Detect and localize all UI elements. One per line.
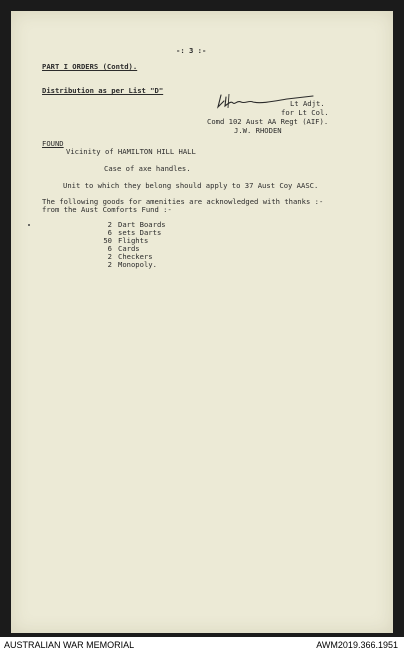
- amenities-intro-line2: from the Aust Comforts Fund :-: [42, 205, 172, 214]
- list-item-qty: 2: [107, 252, 112, 261]
- list-item-name: sets Darts: [118, 228, 162, 237]
- list-item-qty: 50: [103, 236, 112, 245]
- archive-footer: [0, 637, 404, 653]
- section-heading: PART I ORDERS (Contd).: [42, 62, 138, 71]
- list-item-name: Cards: [118, 244, 140, 253]
- list-item-qty: 6: [107, 244, 112, 253]
- list-item-qty: 2: [107, 260, 112, 269]
- found-location: Vicinity of HAMILTON HILL HALL: [66, 147, 196, 156]
- paper-speck: [28, 224, 30, 226]
- found-instruction: Unit to which they belong should apply to 37 Aust Coy AASC.: [63, 181, 319, 190]
- list-item-name: Flights: [118, 236, 149, 245]
- amenities-intro-line1: The following goods for amenities are acknowledged with thanks :-: [42, 197, 324, 206]
- page-number: -: 3 :-: [176, 46, 207, 55]
- footer-institution: AUSTRALIAN WAR MEMORIAL: [4, 640, 135, 650]
- list-item-qty: 6: [107, 228, 112, 237]
- signature-name: J.W. RHODEN: [234, 126, 282, 135]
- document-page: [11, 11, 393, 633]
- list-item-name: Monopoly.: [118, 260, 157, 269]
- distribution-line: Distribution as per List "D": [42, 86, 164, 95]
- list-item-qty: 2: [107, 220, 112, 229]
- footer-accession-number: AWM2019.366.1951: [316, 640, 398, 650]
- found-heading: FOUND: [42, 139, 64, 148]
- signature-rank: Lt Adjt.: [290, 99, 325, 108]
- list-item-name: Checkers: [118, 252, 153, 261]
- signature-command: Comd 102 Aust AA Regt (AIF).: [207, 117, 329, 126]
- signature-for-line: for Lt Col.: [281, 108, 329, 117]
- found-item: Case of axe handles.: [104, 164, 191, 173]
- list-item-name: Dart Boards: [118, 220, 166, 229]
